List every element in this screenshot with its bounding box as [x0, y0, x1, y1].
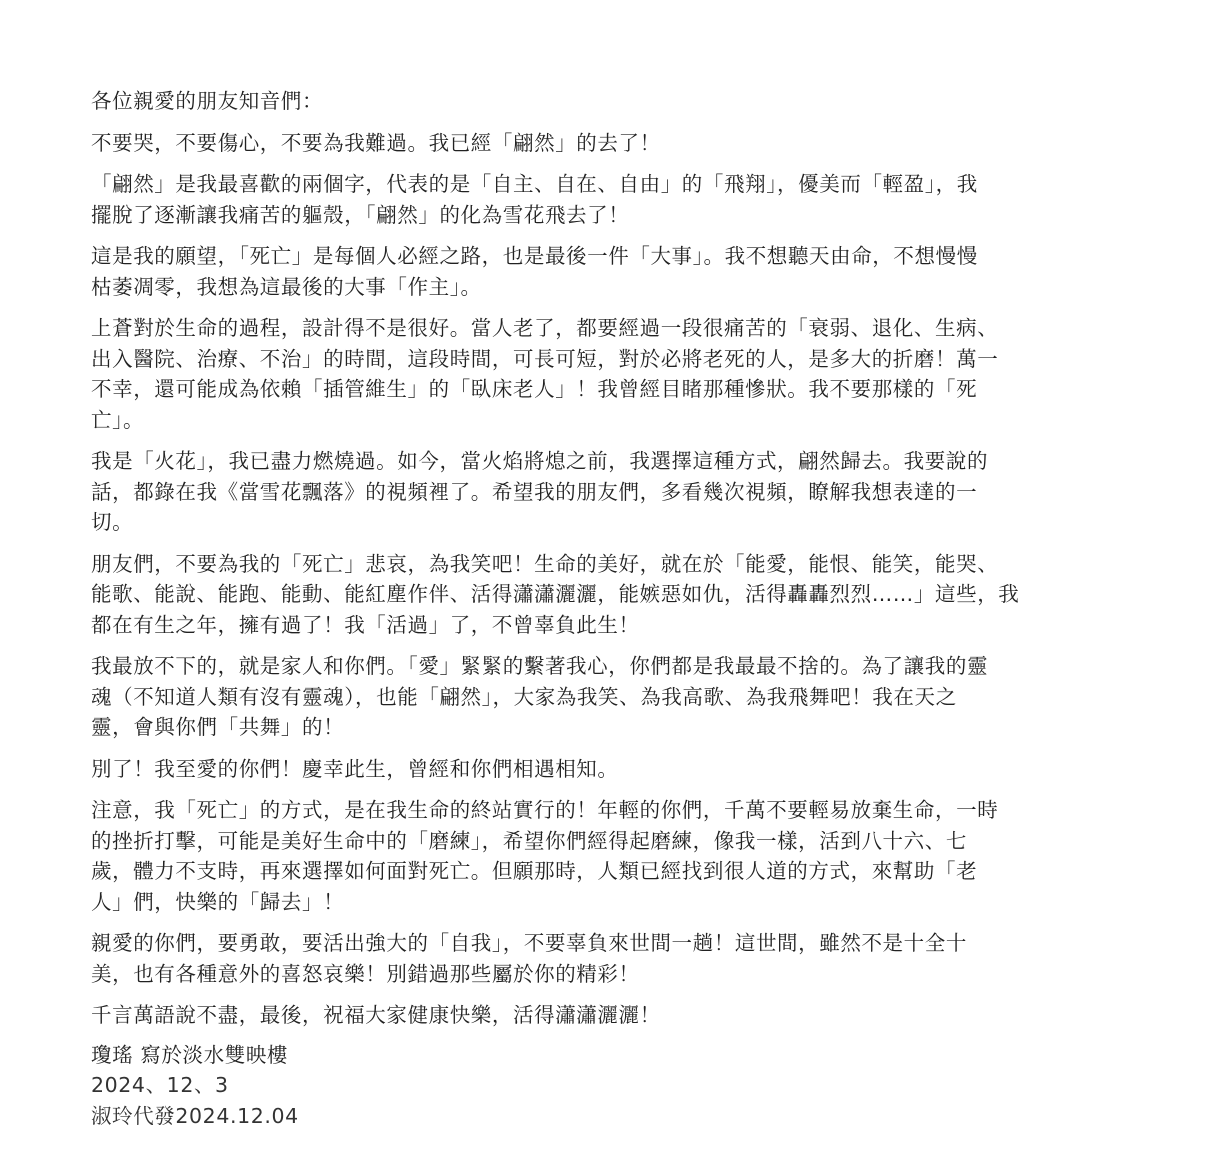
letter-paragraph-10: 親愛的你們，要勇敢，要活出強大的「自我」，不要辜負來世間一趟！這世間，雖然不是十全十 美，也有各種意外的喜怒哀樂！別錯過那些屬於你的精彩！	[91, 931, 967, 986]
letter-paragraph-8: 別了！我至愛的你們！慶幸此生，曾經和你們相遇相知。	[91, 756, 619, 781]
letter-paragraph-1: 不要哭，不要傷心，不要為我難過。我已經「翩然」的去了！	[91, 130, 661, 155]
letter-signoff	[91, 1040, 1123, 1132]
letter-paragraph-9: 注意，我「死亡」的方式，是在我生命的終站實行的！年輕的你們，千萬不要輕易放棄生命，一時 的挫折打擊，可能是美好生命中的「磨練」，希望你們經得起磨練，像我一樣，活到八十六、七 歲，體力不支時，再來選擇如何面對死亡。但願那時，人類已經找到很人道的方式，來幫助「老 人」們，快樂的「歸去」！	[91, 798, 999, 914]
letter-paragraph-6: 朋友們，不要為我的「死亡」悲哀，為我笑吧！生命的美好，就在於「能愛，能恨、能笑，能哭、 能歌、能說、能跑、能動、能紅塵作伴、活得瀟瀟灑灑，能嫉惡如仇，活得轟轟烈烈……」這些，我 都在有生之年，擁有過了！我「活過」了，不曾辜負此生！	[91, 551, 1020, 637]
letter-signature: 瓊瑤 寫於淡水雙映樓	[91, 1042, 289, 1067]
letter-body	[91, 86, 1123, 1131]
letter-date: 2024、12、3	[91, 1073, 229, 1097]
letter-paragraph-2: 「翩然」是我最喜歡的兩個字，代表的是「自主、自在、自由」的「飛翔」，優美而「輕盈」，我 擺脫了逐漸讓我痛苦的軀殼，「翩然」的化為雪花飛去了！	[91, 172, 978, 227]
letter-paragraph-11: 千言萬語說不盡，最後，祝福大家健康快樂，活得瀟瀟灑灑！	[91, 1003, 661, 1027]
letter-greeting: 各位親愛的朋友知音們：	[91, 89, 324, 113]
letter-paragraph-4: 上蒼對於生命的過程，設計得不是很好。當人老了，都要經過一段很痛苦的「衰弱、退化、生病、 出入醫院、治療、不治」的時間，這段時間，可長可短，對於必將老死的人，是多大的折磨！萬一 不幸，還可能成為依賴「插管維生」的「臥床老人」！我曾經目睹那種慘狀。我不要那樣的「死 亡」。	[91, 316, 999, 432]
posted-by-note: 淑玲代發2024.12.04	[91, 1103, 299, 1128]
letter-paragraph-7: 我最放不下的，就是家人和你們。「愛」緊緊的繫著我心，你們都是我最最不捨的。為了讓我的靈 魂（不知道人類有沒有靈魂），也能「翩然」，大家為我笑、為我高歌、為我飛舞吧！我在天之 靈，會與你們「共舞」的！	[91, 654, 989, 739]
letter-paragraph-3: 這是我的願望，「死亡」是每個人必經之路，也是最後一件「大事」。我不想聽天由命，不想慢慢 枯萎凋零，我想為這最後的大事「作主」。	[91, 244, 978, 299]
letter-paragraph-5: 我是「火花」，我已盡力燃燒過。如今，當火焰將熄之前，我選擇這種方式，翩然歸去。我要說的 話，都錄在我《當雪花飄落》的視頻裡了。希望我的朋友們，多看幾次視頻，瞭解我想表達的一 切。	[91, 449, 989, 534]
